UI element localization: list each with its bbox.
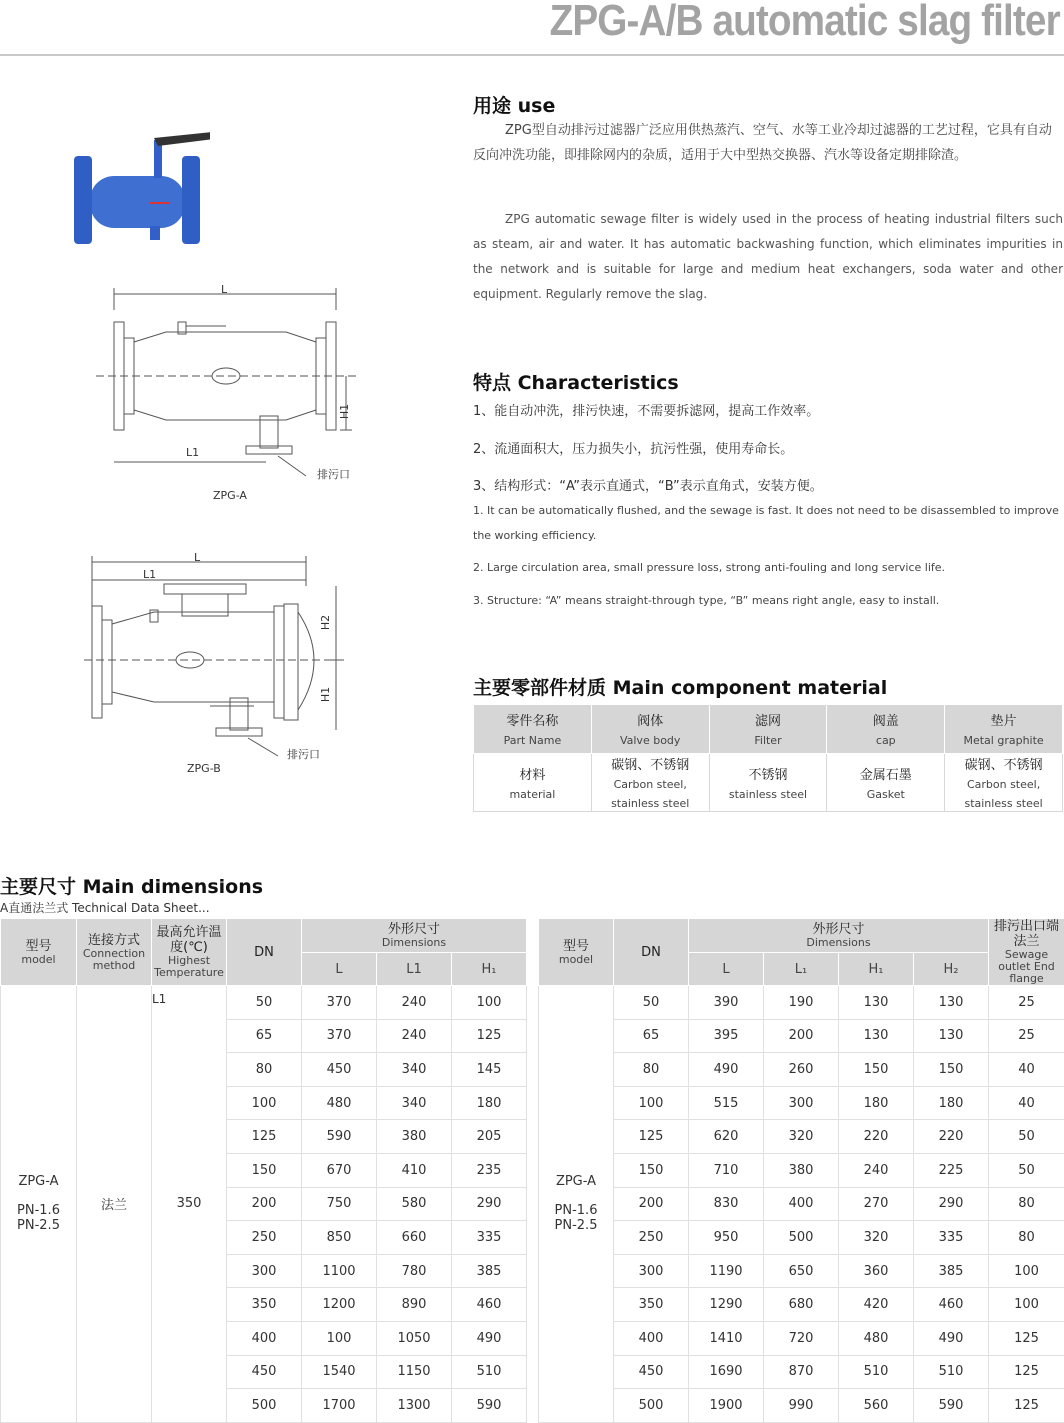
table-cell: 410 [377, 1153, 452, 1187]
table-cell: 370 [302, 1019, 377, 1053]
table-cell: 260 [764, 1053, 839, 1087]
table-row [539, 1389, 1064, 1423]
header-dn: DN [614, 919, 689, 986]
table-cell: 125 [614, 1120, 689, 1154]
table-b-header-row [539, 919, 1064, 953]
materials-header-cell [709, 705, 827, 754]
temperature-value: 350 [177, 1196, 202, 1211]
cell-en: material [509, 788, 555, 801]
header-temperature-en: Highest Temperature [152, 955, 226, 979]
table-cell: 590 [302, 1120, 377, 1154]
dim-label-h1: H1 [319, 687, 332, 702]
table-row [539, 1254, 1064, 1288]
table-cell: 125 [227, 1120, 302, 1154]
table-cell: 225 [914, 1153, 989, 1187]
materials-header-cell [945, 705, 1063, 754]
stray-label: L1 [152, 992, 166, 1006]
header-model [539, 919, 614, 986]
table-cell: 500 [764, 1221, 839, 1255]
table-cell: 620 [689, 1120, 764, 1154]
table-row [539, 1120, 1064, 1154]
table-cell: 1050 [377, 1321, 452, 1355]
characteristic-cn-1: 1、能自动冲洗，排污快速，不需要拆滤网，提高工作效率。 [473, 400, 819, 419]
table-cell: 400 [614, 1321, 689, 1355]
table-cell: 400 [764, 1187, 839, 1221]
header-col-l: L [302, 953, 377, 986]
table-cell: 145 [452, 1053, 527, 1087]
header-dimensions-cn: 外形尺寸 [689, 922, 988, 937]
header-cn: 零件名称 [506, 714, 558, 729]
table-a-header-row [1, 919, 527, 953]
table-cell: 750 [302, 1187, 377, 1221]
table-cell: 1190 [689, 1254, 764, 1288]
table-cell: 205 [452, 1120, 527, 1154]
table-cell: 335 [452, 1221, 527, 1255]
header-en: Filter [754, 734, 781, 747]
model-name: ZPG-A [539, 1174, 613, 1189]
table-cell: 100 [302, 1321, 377, 1355]
materials-header-cell [474, 705, 592, 754]
table-cell: 200 [614, 1187, 689, 1221]
table-cell: 335 [914, 1221, 989, 1255]
cell-en: Gasket [867, 788, 905, 801]
table-cell: 340 [377, 1086, 452, 1120]
table-cell: 390 [689, 986, 764, 1020]
header-col-l: L [689, 953, 764, 986]
table-cell: 50 [227, 986, 302, 1020]
characteristic-cn-3: 3、结构形式：“A”表示直通式，“B”表示直角式，安装方便。 [473, 475, 823, 494]
table-cell: 480 [839, 1321, 914, 1355]
dim-label-l: L [221, 283, 227, 296]
table-cell: 25 [989, 986, 1064, 1020]
table-row [539, 1187, 1064, 1221]
table-cell: 100 [452, 986, 527, 1020]
table-cell: 380 [764, 1153, 839, 1187]
model-pn-2: PN-2.5 [1, 1218, 76, 1233]
table-cell: 125 [989, 1389, 1064, 1423]
model-pn-2: PN-2.5 [539, 1218, 613, 1233]
product-photo [70, 118, 210, 248]
outlet-label: 排污口 [317, 466, 350, 482]
materials-cell [591, 754, 709, 812]
table-cell: 1300 [377, 1389, 452, 1423]
temperature-cell [152, 986, 227, 1423]
header-model-cn: 型号 [539, 939, 613, 954]
model-name: ZPG-A [1, 1174, 76, 1189]
dimensions-table-a [0, 918, 527, 1423]
materials-cell [945, 754, 1063, 812]
table-cell: 950 [689, 1221, 764, 1255]
page-title: ZPG-A/B automatic slag filter [550, 0, 1060, 46]
header-outlet-cn: 排污出口端法兰 [989, 919, 1064, 949]
table-cell: 1540 [302, 1355, 377, 1389]
cell-cn: 碳钢、不锈钢 [611, 758, 689, 773]
table-row [539, 1355, 1064, 1389]
table-cell: 270 [839, 1187, 914, 1221]
header-col-h1: H₁ [452, 953, 527, 986]
table-cell: 150 [614, 1153, 689, 1187]
header-en: cap [876, 734, 896, 747]
table-cell: 150 [227, 1153, 302, 1187]
header-temperature [152, 919, 227, 986]
table-cell: 80 [614, 1053, 689, 1087]
header-dn: DN [227, 919, 302, 986]
model-pn-1: PN-1.6 [1, 1203, 76, 1218]
table-cell: 1700 [302, 1389, 377, 1423]
table-cell: 680 [764, 1288, 839, 1322]
table-cell: 450 [614, 1355, 689, 1389]
table-cell: 40 [989, 1086, 1064, 1120]
table-cell: 240 [377, 1019, 452, 1053]
table-cell: 80 [989, 1221, 1064, 1255]
dim-label-h2: H2 [319, 615, 332, 630]
table-cell: 180 [914, 1086, 989, 1120]
product-drain [150, 226, 160, 240]
table-cell: 1900 [689, 1389, 764, 1423]
header-model-en: model [539, 954, 613, 966]
table-cell: 40 [989, 1053, 1064, 1087]
cell-cn: 不锈钢 [748, 768, 787, 783]
table-cell: 65 [614, 1019, 689, 1053]
materials-cell [827, 754, 945, 812]
characteristic-en-3: 3. Structure: “A” means straight-through type, “B” means right angle, easy to install. [473, 594, 939, 607]
table-cell: 130 [914, 1019, 989, 1053]
table-cell: 80 [227, 1053, 302, 1087]
dimensions-table-b [538, 918, 1064, 1423]
table-cell: 130 [839, 986, 914, 1020]
characteristic-en-1: 1. It can be automatically flushed, and the sewage is fast. It does not need to be disassembled to improve the working efficiency. [473, 498, 1064, 548]
header-dimensions-en: Dimensions [689, 937, 988, 949]
materials-cell [709, 754, 827, 812]
table-row [539, 1053, 1064, 1087]
table-cell: 350 [227, 1288, 302, 1322]
cell-en: Carbon steel, stainless steel [964, 778, 1042, 810]
table-cell: 80 [989, 1187, 1064, 1221]
table-cell: 480 [302, 1086, 377, 1120]
table-cell: 385 [452, 1254, 527, 1288]
table-cell: 200 [227, 1187, 302, 1221]
header-model-cn: 型号 [1, 939, 76, 954]
table-cell: 360 [839, 1254, 914, 1288]
table-cell: 220 [914, 1120, 989, 1154]
table-cell: 235 [452, 1153, 527, 1187]
table-cell: 450 [302, 1053, 377, 1087]
table-cell: 200 [764, 1019, 839, 1053]
table-cell: 125 [989, 1321, 1064, 1355]
header-en: Part Name [504, 734, 562, 747]
table-cell: 510 [452, 1355, 527, 1389]
table-row [539, 986, 1064, 1020]
table-cell: 100 [227, 1086, 302, 1120]
header-col-h1: H₁ [839, 953, 914, 986]
header-dimensions [302, 919, 527, 953]
table-cell: 350 [614, 1288, 689, 1322]
table-cell: 830 [689, 1187, 764, 1221]
table-cell: 510 [839, 1355, 914, 1389]
header-dimensions-en: Dimensions [302, 937, 526, 949]
table-cell: 515 [689, 1086, 764, 1120]
use-text-cn: ZPG型自动排污过滤器广泛应用供热蒸汽、空气、水等工业冷却过滤器的工艺过程，它具有自动反向冲洗功能，即排除网内的杂质，适用于大中型热交换器、汽水等设备定期排除渣。 [473, 118, 1063, 168]
product-body [90, 176, 185, 228]
header-cn: 阀盖 [873, 714, 899, 729]
table-row [539, 1086, 1064, 1120]
table-cell: 500 [614, 1389, 689, 1423]
table-cell: 500 [227, 1389, 302, 1423]
table-cell: 65 [227, 1019, 302, 1053]
header-model-en: model [1, 954, 76, 966]
table-cell: 370 [302, 986, 377, 1020]
table-cell: 380 [377, 1120, 452, 1154]
table-cell: 290 [914, 1187, 989, 1221]
header-connection [77, 919, 152, 986]
materials-header-row [474, 705, 1063, 754]
section-heading-characteristics: 特点 Characteristics [473, 368, 679, 395]
table-cell: 1150 [377, 1355, 452, 1389]
table-cell: 125 [989, 1355, 1064, 1389]
table-cell: 650 [764, 1254, 839, 1288]
table-cell: 510 [914, 1355, 989, 1389]
table-cell: 710 [689, 1153, 764, 1187]
table-cell: 560 [839, 1389, 914, 1423]
table-cell: 340 [377, 1053, 452, 1087]
table-row [539, 1221, 1064, 1255]
table-row [539, 1153, 1064, 1187]
table-row [1, 986, 527, 1020]
cell-cn: 金属石墨 [860, 768, 912, 783]
drawing-caption: ZPG-B [187, 762, 221, 775]
section-heading-use: 用途 use [473, 91, 555, 118]
header-col-l1: L₁ [764, 953, 839, 986]
materials-cell [474, 754, 592, 812]
table-cell: 240 [377, 986, 452, 1020]
table-cell: 250 [614, 1221, 689, 1255]
table-cell: 150 [839, 1053, 914, 1087]
dim-label-l1: L1 [143, 568, 156, 581]
cell-cn: 碳钢、不锈钢 [965, 758, 1043, 773]
dim-label-l: L [194, 551, 200, 564]
table-cell: 890 [377, 1288, 452, 1322]
table-cell: 130 [839, 1019, 914, 1053]
table-cell: 50 [614, 986, 689, 1020]
table-cell: 490 [452, 1321, 527, 1355]
table-cell: 290 [452, 1187, 527, 1221]
header-outlet-flange [989, 919, 1064, 986]
table-cell: 150 [914, 1053, 989, 1087]
header-col-l1: L1 [377, 953, 452, 986]
table-cell: 1690 [689, 1355, 764, 1389]
drawing-caption: ZPG-A [213, 489, 247, 502]
cell-en: stainless steel [729, 788, 807, 801]
connection-cell: 法兰 [77, 986, 152, 1423]
table-cell: 50 [989, 1120, 1064, 1154]
model-cell [539, 986, 614, 1423]
materials-table [473, 704, 1063, 812]
table-row [539, 1019, 1064, 1053]
section-heading-materials: 主要零部件材质 Main component material [473, 673, 887, 700]
table-cell: 1290 [689, 1288, 764, 1322]
model-pn-1: PN-1.6 [539, 1203, 613, 1218]
outlet-label: 排污口 [287, 746, 320, 762]
table-cell: 190 [764, 986, 839, 1020]
materials-header-cell [591, 705, 709, 754]
table-cell: 590 [452, 1389, 527, 1423]
table-cell: 990 [764, 1389, 839, 1423]
product-handle [154, 126, 210, 146]
section-heading-dimensions: 主要尺寸 Main dimensions [0, 872, 263, 899]
characteristic-en-2: 2. Large circulation area, small pressure loss, strong anti-fouling and long service life. [473, 561, 945, 574]
header-col-h2: H₂ [914, 953, 989, 986]
table-cell: 850 [302, 1221, 377, 1255]
table-cell: 720 [764, 1321, 839, 1355]
table-cell: 460 [914, 1288, 989, 1322]
table-cell: 590 [914, 1389, 989, 1423]
materials-header-cell [827, 705, 945, 754]
table-cell: 50 [989, 1153, 1064, 1187]
table-cell: 300 [614, 1254, 689, 1288]
table-cell: 580 [377, 1187, 452, 1221]
header-en: Metal graphite [963, 734, 1043, 747]
table-cell: 300 [764, 1086, 839, 1120]
table-cell: 400 [227, 1321, 302, 1355]
table-cell: 100 [614, 1086, 689, 1120]
drawing-zpg-a [96, 280, 366, 480]
table-cell: 385 [914, 1254, 989, 1288]
table-cell: 180 [452, 1086, 527, 1120]
table-cell: 25 [989, 1019, 1064, 1053]
cell-en: Carbon steel, stainless steel [611, 778, 689, 810]
table-row [539, 1321, 1064, 1355]
table-cell: 1200 [302, 1288, 377, 1322]
dim-label-h1: H1 [338, 404, 351, 419]
table-cell: 125 [452, 1019, 527, 1053]
table-cell: 660 [377, 1221, 452, 1255]
table-cell: 300 [227, 1254, 302, 1288]
table-cell: 100 [989, 1288, 1064, 1322]
header-dimensions-cn: 外形尺寸 [302, 922, 526, 937]
header-cn: 阀体 [637, 714, 663, 729]
product-left-flange [74, 156, 92, 244]
table-cell: 780 [377, 1254, 452, 1288]
table-cell: 870 [764, 1355, 839, 1389]
header-model [1, 919, 77, 986]
cell-cn: 材料 [519, 768, 545, 783]
materials-row [474, 754, 1063, 812]
table-cell: 250 [227, 1221, 302, 1255]
product-right-flange [182, 156, 200, 244]
header-outlet-en: Sewage outlet End flange [989, 949, 1064, 985]
table-cell: 180 [839, 1086, 914, 1120]
table-cell: 320 [764, 1120, 839, 1154]
header-connection-en: Connection method [77, 948, 151, 972]
use-text-en: ZPG automatic sewage filter is widely used in the process of heating industrial filters such as steam, air and water. It has automatic backwashing function, which eliminates impurities in the network and is suitable for large and medium heat exchangers, soda water and other equipment. Regularly remove the slag. [473, 207, 1063, 307]
header-cn: 滤网 [755, 714, 781, 729]
table-cell: 220 [839, 1120, 914, 1154]
header-dimensions [689, 919, 989, 953]
table-row [539, 1288, 1064, 1322]
header-en: Valve body [620, 734, 680, 747]
table-cell: 670 [302, 1153, 377, 1187]
table-cell: 100 [989, 1254, 1064, 1288]
model-cell [1, 986, 77, 1423]
header-temperature-cn: 最高允许温度(℃) [152, 925, 226, 955]
dim-label-l1: L1 [186, 446, 199, 459]
table-cell: 130 [914, 986, 989, 1020]
characteristic-cn-2: 2、流通面积大，压力损失小，抗污性强，使用寿命长。 [473, 438, 793, 457]
table-cell: 240 [839, 1153, 914, 1187]
table-cell: 395 [689, 1019, 764, 1053]
table-cell: 460 [452, 1288, 527, 1322]
header-cn: 垫片 [991, 714, 1017, 729]
dimensions-subtitle: A直通法兰式 Technical Data Sheet... [0, 899, 210, 916]
table-cell: 490 [689, 1053, 764, 1087]
table-cell: 320 [839, 1221, 914, 1255]
drawing-zpg-b [84, 550, 354, 770]
table-cell: 420 [839, 1288, 914, 1322]
title-divider [0, 54, 1064, 56]
table-cell: 1100 [302, 1254, 377, 1288]
table-cell: 490 [914, 1321, 989, 1355]
table-cell: 450 [227, 1355, 302, 1389]
table-cell: 1410 [689, 1321, 764, 1355]
header-connection-cn: 连接方式 [77, 933, 151, 948]
